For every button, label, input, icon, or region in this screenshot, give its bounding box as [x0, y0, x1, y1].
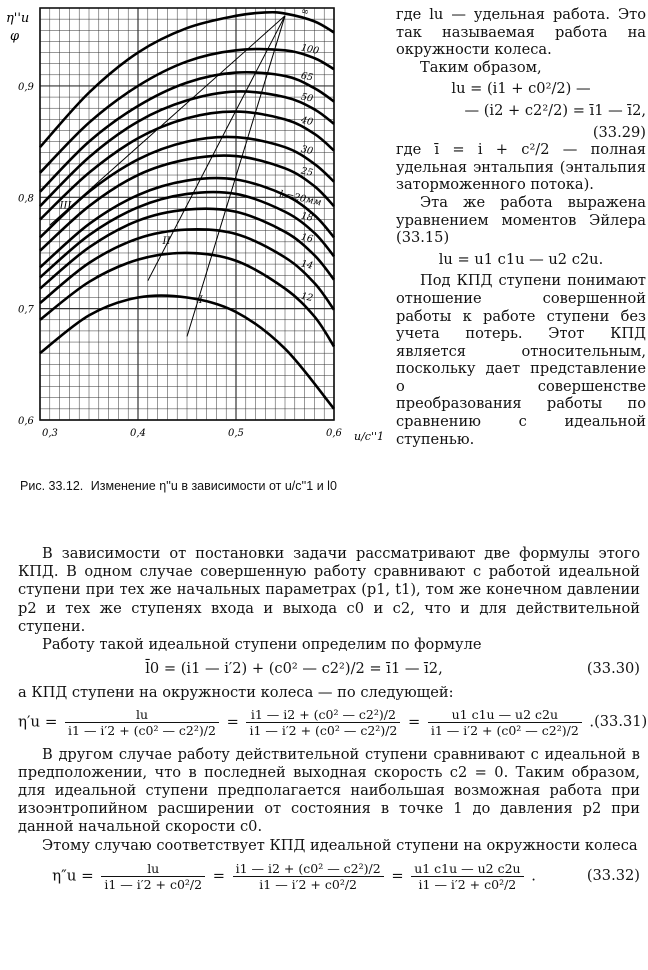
right-para-3: где ī = i + c²/2 — полная удельная энтальпия (энтальпия заторможенного потока).: [396, 141, 646, 194]
curve-label: 18: [299, 210, 315, 224]
fraction-1: $\frac{lu}{\text{i1 — i′2 + (c0² — c2²)/2}}$: [65, 707, 219, 738]
curve-label: l₀=20мм: [278, 188, 323, 209]
chart-labels: [18, 6, 343, 439]
y-axis-label-eta: η''u: [6, 11, 30, 26]
right-para-1: где lu — удельная работа. Это так называемая работа на окружности колеса.: [396, 6, 646, 59]
main-para-1: В зависимости от постановки задачи рассматривают две формулы этого КПД. В одном случае совершенную работу сравнивают с работой идеальной ступени при тех же начальных параметрах (p1, t1), том же конечном давлении p2 и тех же ступенях входа и выхода c0 и c2, что и для действительной ступени.: [18, 545, 640, 635]
guide-label-II: II: [162, 236, 171, 248]
x-tick-label: 0,5: [228, 428, 244, 439]
equation-33-31: η′u = $\frac{lu}{\text{i1 — i′2 + (c0² — c2²)/2}}$ = $\frac{\text{i1 — i2 + (c0² — c2²)/2}}{\text{i1 — i′2 + (c0² — c2²)/2}}$ = $\frac{u1 c1u — u2 c2u}{\text{i1 — i′2 + (c0² — c2²)/2}}$ . (33.31): [18, 706, 648, 738]
guide-label-III: III: [59, 200, 72, 212]
curve-label: 16: [299, 231, 315, 246]
equation-33-32: η″u = $\frac{lu}{\text{i1 — i′2 + c0²/2}}$ = $\frac{\text{i1 — i2 + (c0² — c2²)/2}}{\text{i1 — i′2 + c0²/2}}$ = $\frac{u1 c1u — u2 c2u}{\text{i1 — i′2 + c0²/2}}$ . (33.32): [52, 860, 640, 892]
formula-euler: lu = u1 c1u — u2 c2u.: [438, 250, 604, 268]
right-column: [396, 6, 646, 448]
x-tick-label: 0,6: [326, 428, 342, 439]
main-text: [18, 545, 648, 898]
fraction-4: $\frac{lu}{\text{i1 — i′2 + c0²/2}}$: [101, 861, 205, 892]
curve-label: 12: [299, 290, 315, 305]
main-para-2: Работу такой идеальной ступени определим по формуле: [42, 636, 482, 654]
equation-number-33-29: (33.29): [592, 123, 646, 141]
y-tick-label: 0,8: [18, 193, 34, 205]
figure-caption: [20, 478, 388, 495]
formula-lu-line2: — (i2 + c2²/2) = ī1 — ī2,: [464, 101, 646, 119]
fraction-5: $\frac{\text{i1 — i2 + (c0² — c2²)/2}}{\text{i1 — i′2 + c0²/2}}$: [233, 861, 384, 892]
curve-label: 100: [299, 42, 320, 58]
x-tick-label: 0,3: [42, 428, 58, 439]
curve-label: 14: [299, 258, 315, 272]
eta-double-prime-symbol: η″u =: [52, 866, 94, 885]
figure: [0, 0, 388, 470]
caption-text: Изменение η''u в зависимости от u/c''1 и l0: [90, 479, 337, 493]
y-tick-label: 0,6: [18, 416, 34, 427]
efficiency-chart: [0, 0, 388, 470]
equation-number-33-30: (33.30): [586, 660, 640, 678]
formula-lu-line1: lu = (i1 + c0²/2) —: [451, 80, 591, 98]
main-para-4: В другом случае работу действительной ступени сравнивают с идеальной в предположении, что в последней выходная скорость c2 = 0. Таким образом, для идеальной ступени предполагается наибольшая возможная работа при изоэнтропийном расширении от состояния в точке 1 до давления p2 при данной начальной скорости c0.: [18, 745, 640, 836]
equation-number-33-32: (33.32): [586, 867, 640, 885]
right-para-5: Под КПД ступени понимают отношение совершенной работы к работе ступени без учета потерь. Этот КПД является относительным, поскольку дает представление о совершенстве преобразования работы по сравнению с идеальной ступенью.: [396, 272, 646, 448]
curve-label: ∞: [299, 5, 310, 19]
formula-l0: l̄0 = (i1 — i′2) + (c0² — c2²)/2 = ī1 — ī2,: [145, 660, 443, 678]
y-tick-label: 0,9: [18, 81, 34, 93]
main-para-3: а КПД ступени на окружности колеса — по следующей:: [18, 684, 454, 702]
y-tick-label: 0,7: [18, 304, 34, 316]
right-para-4: Эта же работа выражена уравнением моментов Эйлера (33.15): [396, 193, 646, 247]
x-tick-label: 0,4: [130, 428, 146, 439]
curve-label: 50: [299, 91, 315, 105]
eta-prime-symbol: η′u =: [18, 712, 58, 731]
fraction-3: $\frac{u1 c1u — u2 c2u}{\text{i1 — i′2 + (c0² — c2²)/2}}$: [428, 707, 582, 738]
y-axis-label-phi: φ: [10, 29, 20, 44]
curve-label: 30: [299, 143, 315, 158]
x-axis-label: u/c''1: [354, 430, 384, 443]
guide-label-I: I: [198, 295, 203, 307]
right-para-2: Таким образом,: [420, 58, 542, 76]
equation-number-33-31: (33.31): [594, 713, 648, 731]
caption-label: Рис. 33.12.: [20, 479, 84, 493]
curve-label: 25: [299, 165, 315, 179]
fraction-6: $\frac{u1 c1u — u2 c2u}{\text{i1 — i′2 + c0²/2}}$: [411, 861, 523, 892]
fraction-2: $\frac{\text{i1 — i2 + (c0² — c2²)/2}}{\text{i1 — i′2 + (c0² — c2²)/2}}$: [246, 707, 400, 738]
curve-label: 65: [299, 70, 315, 84]
equation-33-30: [18, 660, 640, 678]
curve-label: 40: [299, 114, 315, 129]
main-para-5: Этому случаю соответствует КПД идеальной ступени на окружности колеса: [42, 836, 638, 854]
